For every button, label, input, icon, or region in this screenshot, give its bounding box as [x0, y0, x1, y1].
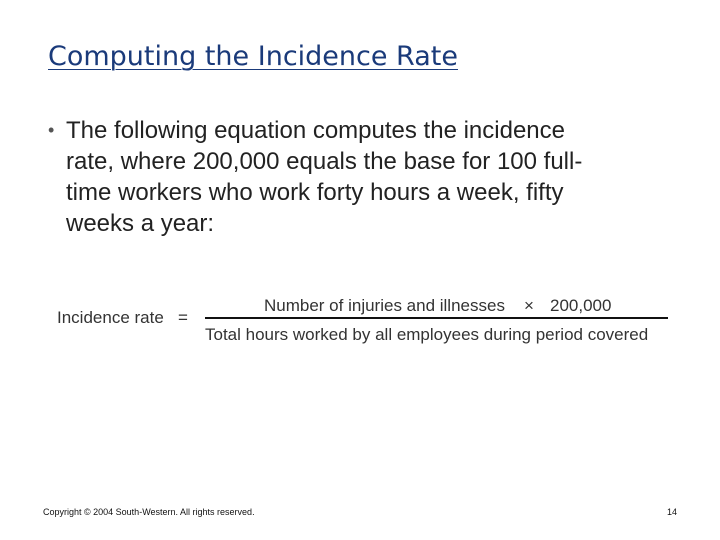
bullet-line-4: weeks a year: [66, 210, 215, 237]
bullet-line-3: time workers who work forty hours a week, fifty [66, 179, 564, 206]
bullet-line-1: The following equation computes the incidence [66, 117, 565, 144]
formula-equals: = [178, 308, 188, 327]
formula-lhs: Incidence rate [57, 308, 164, 327]
slide-title: Computing the Incidence Rate [48, 41, 458, 72]
fraction-bar [205, 317, 668, 319]
formula-times: × [524, 296, 534, 315]
bullet-line-2: rate, where 200,000 equals the base for 100 full- [66, 148, 583, 175]
formula-numerator: Number of injuries and illnesses [264, 296, 505, 315]
bullet-marker: • [48, 120, 55, 140]
formula-denominator: Total hours worked by all employees during period covered [205, 325, 649, 344]
formula-multiplier: 200,000 [550, 296, 612, 315]
page-number: 14 [667, 507, 678, 517]
footer-copyright: Copyright © 2004 South-Western. All rights reserved. [43, 507, 255, 517]
